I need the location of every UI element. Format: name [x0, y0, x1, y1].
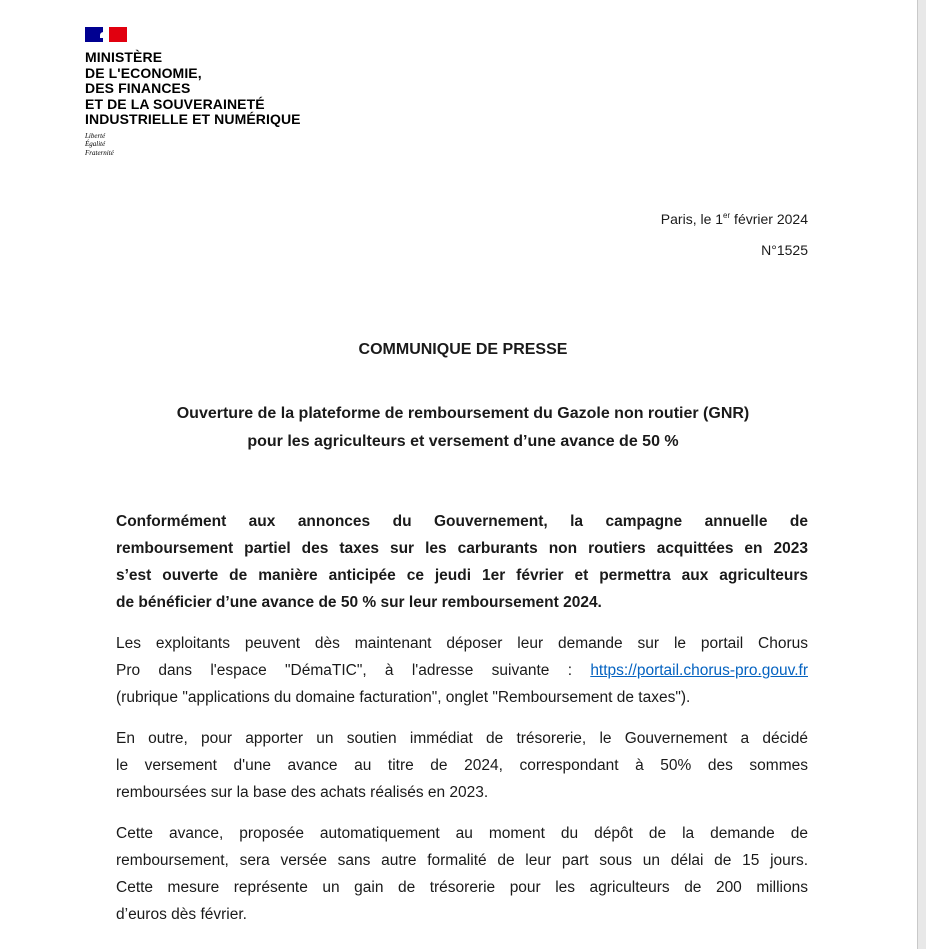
ministry-line: MINISTÈRE — [85, 49, 163, 65]
ministry-line: DE L'ECONOMIE, — [85, 64, 202, 81]
press-release-subtitle: Ouverture de la plateforme de remboursement du Gazole non routier (GNR) pour les agriculteurs et versement d’une avance de 50 % — [176, 405, 750, 450]
paragraph-advance: En outre, pour apporter un soutien immédiat de trésorerie, le Gouvernement a décidé le versement d'une avance au titre de 2024, correspondant à 50% des sommes remboursées sur la base des achats réalisés en 2023. — [116, 730, 808, 801]
press-release-number: N°1525 — [761, 242, 808, 258]
ministry-line: DES FINANCES — [85, 80, 191, 97]
ministry-line: ET DE LA SOUVERAINETÉ — [85, 95, 265, 112]
paragraph-portal: Les exploitants peuvent dès maintenant déposer leur demande sur le portail Chorus Pro dans l'espace "DémaTIC", à l'adresse suivante : https://portail.chorus-pro.gouv.fr (rubrique "applications du domaine facturation", onglet "Remboursement de taxes"). — [116, 635, 808, 706]
page-edge — [918, 0, 926, 949]
ministry-logo — [85, 27, 301, 157]
republic-motto: Liberté Égalité Fraternité — [85, 131, 114, 157]
ministry-line: INDUSTRIELLE ET NUMÉRIQUE — [85, 111, 301, 128]
page-title: COMMUNIQUE DE PRESSE — [358, 341, 568, 358]
press-release-body — [116, 508, 808, 942]
lead-paragraph: Conformément aux annonces du Gouvernement, la campagne annuelle de remboursement partiel des taxes sur les carburants non routiers acquittées en 2023 s’est ouverte de manière anticipée ce jeudi 1er février et permettra aux agriculteurs de bénéficier d’une avance de 50 % sur leur remboursement 2024. — [116, 513, 808, 611]
marianne-flag-icon — [85, 27, 127, 42]
ministry-name — [85, 50, 301, 128]
dateline: Paris, le 1er février 2024 — [660, 211, 808, 227]
chorus-pro-link[interactable]: https://portail.chorus-pro.gouv.fr — [590, 662, 808, 679]
paragraph-measure: Cette avance, proposée automatiquement au moment du dépôt de la demande de remboursement, sera versée sans autre formalité de leur part sous un délai de 15 jours. Cette mesure représente un gain de trésorerie pour les agriculteurs de 200 millions d’euros dès février. — [116, 825, 808, 923]
